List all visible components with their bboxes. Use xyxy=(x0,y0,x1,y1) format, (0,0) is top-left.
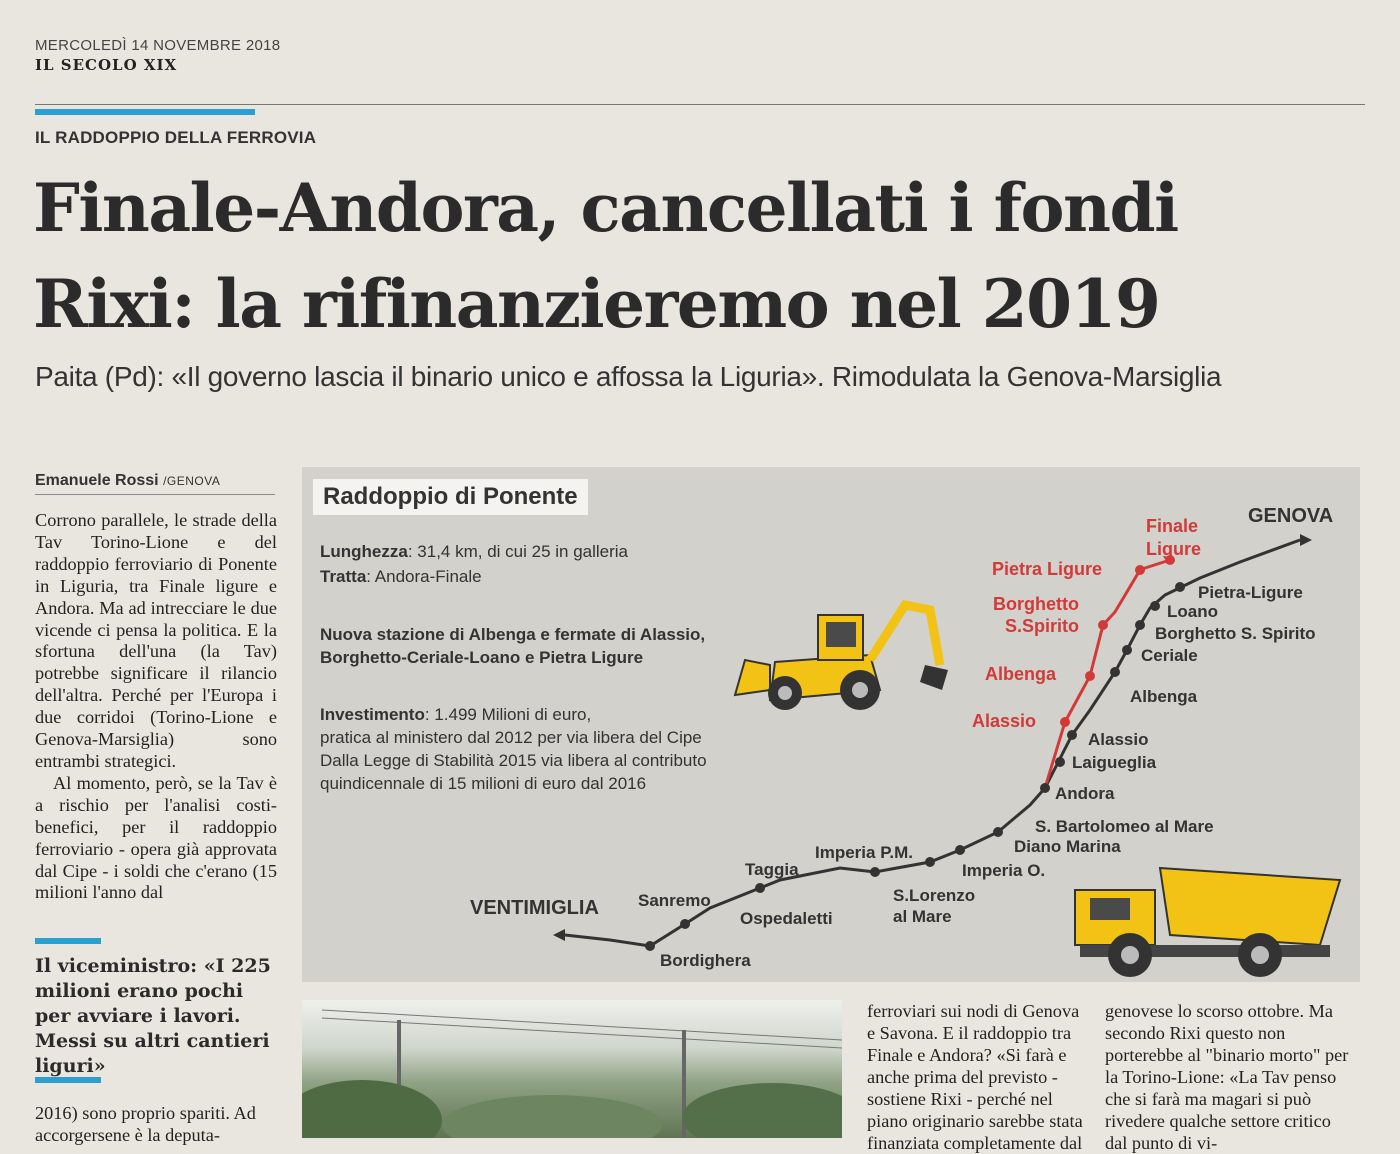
label-bordighera: Bordighera xyxy=(660,951,751,970)
label-laigueglia: Laigueglia xyxy=(1072,753,1157,772)
headline xyxy=(33,160,1373,352)
label-borghetto-old: Borghetto S. Spirito xyxy=(1155,624,1316,643)
label-alassio-old: Alassio xyxy=(1088,730,1149,749)
investment-line-2: pratica al ministero dal 2012 per via libera del Cipe xyxy=(320,728,702,747)
label-imperia-o: Imperia O. xyxy=(962,861,1046,880)
length-label: Lunghezza xyxy=(320,542,408,561)
railway-map xyxy=(302,467,1360,982)
label-genova: GENOVA xyxy=(1248,505,1334,527)
backhoe-loader-icon xyxy=(735,605,948,710)
label-finale-2: Ligure xyxy=(1146,539,1202,559)
byline xyxy=(35,472,220,490)
label-finale-1: Finale xyxy=(1146,516,1199,536)
byline-rule xyxy=(35,494,275,495)
label-borghetto-1: Borghetto xyxy=(993,594,1079,614)
label-alassio-new: Alassio xyxy=(972,711,1037,731)
label-lorenzo-2: al Mare xyxy=(893,907,952,926)
header-rule xyxy=(35,104,1365,105)
article-paragraph-1: Corrono parallele, le strade della Tav Torino-Lione e del raddoppio ferroviario di Ponente in Liguria, tra Finale ligure e Andora. Ma ad intrecciare le due vicende ci pensa la politica. E la sfortuna dell'una (la Tav) potrebbe significare il rilancio dell'altra. Perché per l'Europa i due corridoi (Torino-Lione e Genova-Marsiglia) sono entrambi strategici. xyxy=(35,510,277,771)
label-bartolomeo: S. Bartolomeo al Mare xyxy=(1035,817,1214,836)
label-borghetto-2: S.Spirito xyxy=(1005,616,1080,636)
author-name: Emanuele Rossi xyxy=(35,472,159,489)
label-ospedaletti: Ospedaletti xyxy=(740,909,833,928)
label-ceriale: Ceriale xyxy=(1141,646,1198,665)
pullquote: Il viceministro: «I 225 milioni erano pochi per avviare i lavori. Messi su altri cantieri liguri» xyxy=(35,955,271,1077)
label-andora: Andora xyxy=(1055,784,1115,803)
investment-line-4: quindicennale di 15 milioni di euro dal 2016 xyxy=(320,774,647,793)
infographic-stations: Nuova stazione di Albenga e fermate di Alassio, Borghetto-Ceriale-Loano e Pietra Ligure xyxy=(320,625,706,667)
pullquote-top-bar xyxy=(35,938,101,944)
pullquote-bottom-bar xyxy=(35,1077,101,1083)
article-column-4 xyxy=(1105,1000,1355,1154)
newspaper-name: IL SECOLO XIX xyxy=(35,56,178,74)
infographic-title: Raddoppio di Ponente xyxy=(313,479,588,515)
length-value: : 31,4 km, di cui 25 in galleria xyxy=(407,542,629,561)
headline-line-2: Rixi: la rifinanzieremo nel 2019 xyxy=(33,265,1160,343)
article-paragraph-2: Al momento, però, se la Tav è a rischio per l'analisi costi-benefici, per il raddoppio ferroviario - opera già approvata dal Cipe - i soldi che c'erano (15 milioni l'anno dal xyxy=(35,772,277,903)
investment-label: Investimento xyxy=(320,705,425,724)
route-value: : Andora-Finale xyxy=(366,567,482,586)
article-continuation: 2016) sono proprio spariti. Ad accorgersene è la deputa- xyxy=(35,1103,256,1145)
section-accent-bar xyxy=(35,109,255,115)
investment-line-3: Dalla Legge di Stabilità 2015 via libera al contributo xyxy=(320,751,707,770)
article-column-3 xyxy=(867,1000,1087,1154)
headline-line-1: Finale-Andora, cancellati i fondi xyxy=(33,169,1178,247)
label-pietra-old: Pietra-Ligure xyxy=(1198,583,1303,602)
label-albenga-new: Albenga xyxy=(985,664,1057,684)
byline-location: /GENOVA xyxy=(163,474,221,488)
label-albenga-old: Albenga xyxy=(1130,687,1198,706)
subheadline: Paita (Pd): «Il governo lascia il binario unico e affossa la Liguria». Rimodulata la Genova-Marsiglia xyxy=(35,361,1222,392)
photo-illustration xyxy=(302,1000,842,1138)
label-lorenzo-1: S.Lorenzo xyxy=(893,886,976,905)
dump-truck-icon xyxy=(1075,868,1340,977)
label-diano: Diano Marina xyxy=(1014,837,1121,856)
article-body xyxy=(35,510,277,904)
investment-value: : 1.499 Milioni di euro, xyxy=(424,705,592,724)
route-label: Tratta xyxy=(320,567,367,586)
ventimiglia-arrow-icon xyxy=(553,929,565,941)
issue-date: MERCOLEDÌ 14 NOVEMBRE 2018 xyxy=(35,37,281,54)
label-taggia: Taggia xyxy=(745,860,799,879)
genova-arrow-icon xyxy=(1300,534,1312,546)
label-pietra-new: Pietra Ligure xyxy=(992,559,1103,579)
label-loano: Loano xyxy=(1167,602,1218,621)
section-label: IL RADDOPPIO DELLA FERROVIA xyxy=(35,128,317,147)
column-4-text: genovese lo scorso ottobre. Ma secondo Rixi questo non porterebbe al "binario morto" per la Torino-Lione: «La Tav penso che si farà ma magari si può rivedere qualche settore critico dal punto di vi- xyxy=(1105,1001,1349,1153)
label-imperia-pm: Imperia P.M. xyxy=(815,843,913,862)
column-3-text: ferroviari sui nodi di Genova e Savona. E il raddoppio tra Finale e Andora? «Si farà e anche prima del previsto - sostiene Rixi - perché nel piano originario sarebbe stata finanziata completamente dal xyxy=(867,1001,1083,1153)
railway-photo xyxy=(302,1000,842,1138)
label-ventimiglia: VENTIMIGLIA xyxy=(470,897,599,919)
label-sanremo: Sanremo xyxy=(638,891,711,910)
